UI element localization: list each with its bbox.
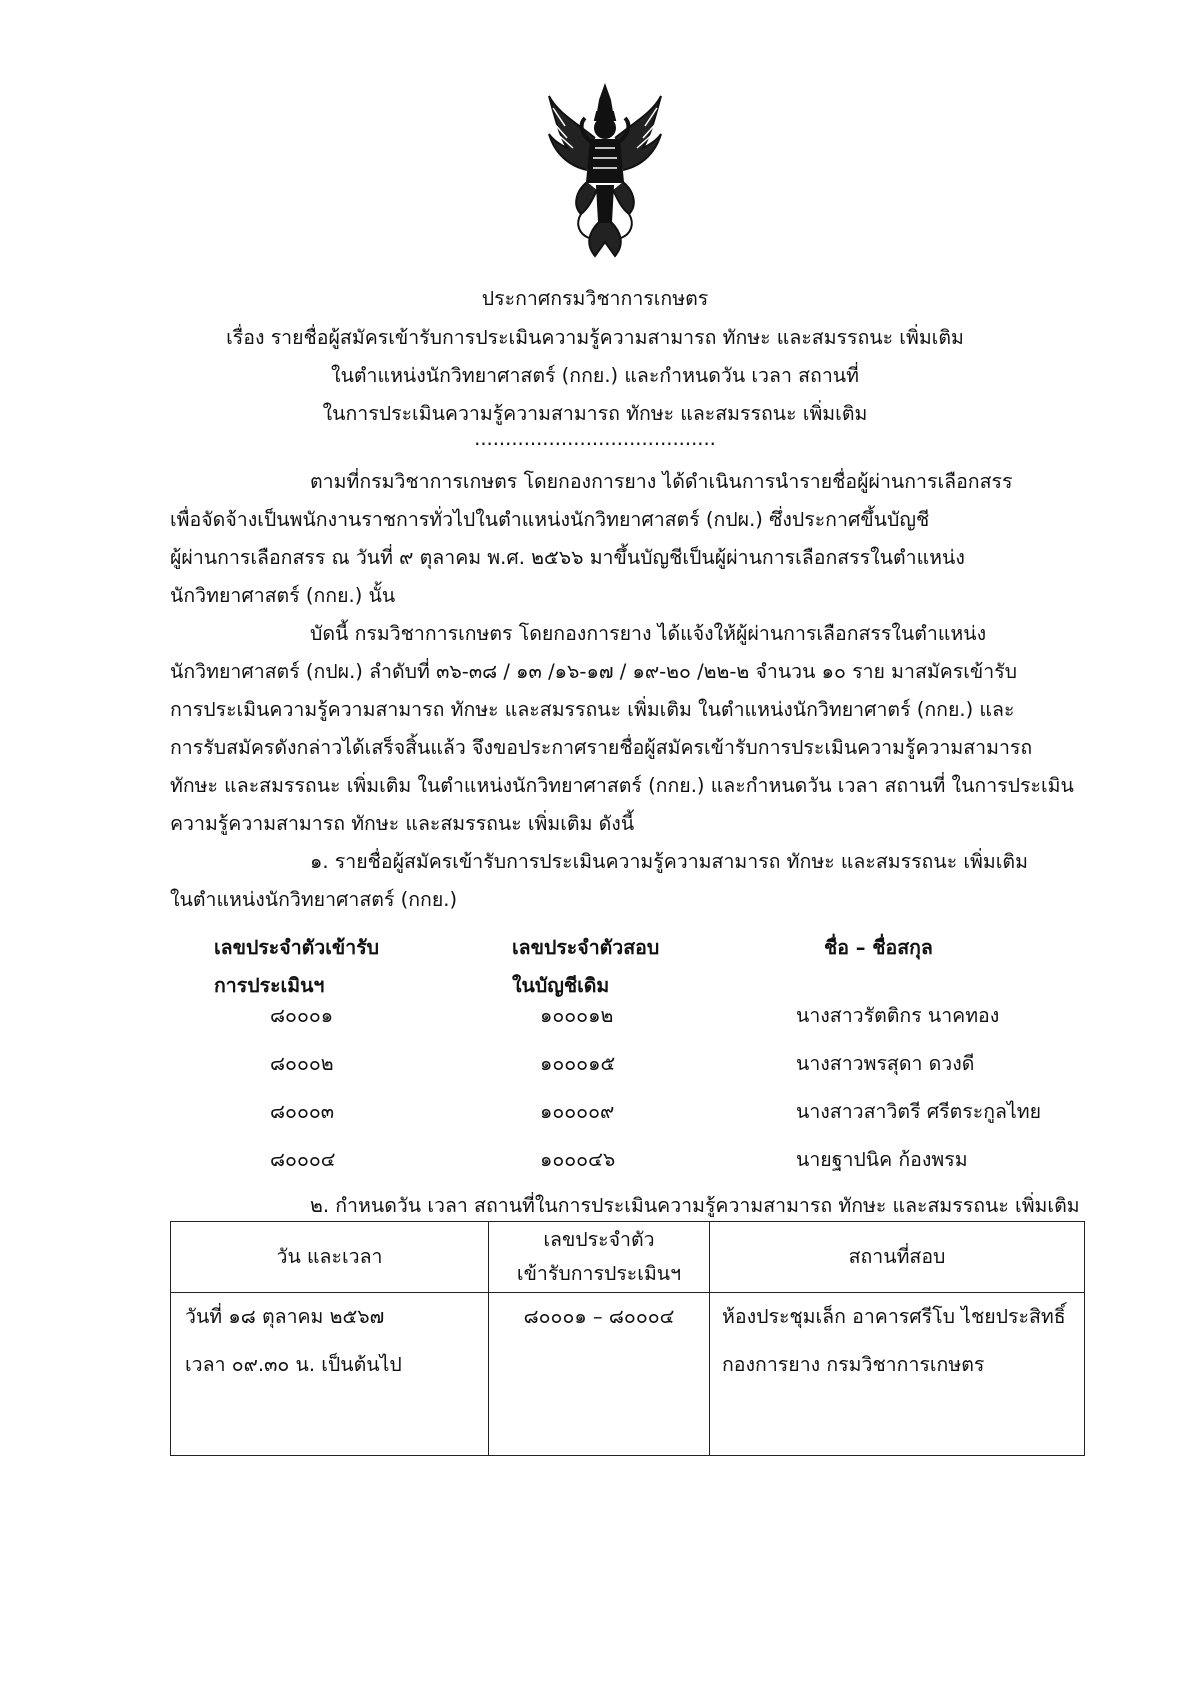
candidate-eval-id: ๘๐๐๐๔ xyxy=(270,1148,336,1171)
candidate-name: นางสาวพรสุดา ดวงดี xyxy=(796,1052,975,1075)
subject-line-1: เรื่อง รายชื่อผู้สมัครเข้ารับการประเมินความรู้ความสามารถ ทักษะ และสมรรถนะ เพิ่มเติม xyxy=(226,326,964,349)
header-eval-id xyxy=(489,1222,710,1293)
para1-line-1: ตามที่กรมวิชาการเกษตร โดยกองการยาง ได้ดำเนินการนำรายชื่อผู้ผ่านการเลือกสรร xyxy=(310,470,1013,493)
schedule-header-row xyxy=(171,1222,1085,1293)
schedule-row xyxy=(171,1293,1085,1456)
candidate-eval-id: ๘๐๐๐๑ xyxy=(270,1004,334,1027)
col-name-header: ชื่อ – ชื่อสกุล xyxy=(824,936,933,959)
candidate-exam-id: ๑๐๐๐๐๙ xyxy=(540,1100,615,1123)
header-location xyxy=(710,1222,1085,1293)
candidate-eval-id: ๘๐๐๐๓ xyxy=(270,1100,335,1123)
candidate-name: นางสาวรัตติกร นาคทอง xyxy=(796,1004,1000,1027)
para2-line-4: การรับสมัครดังกล่าวได้เสร็จสิ้นแล้ว จึงขอประกาศรายชื่อผู้สมัครเข้ารับการประเมินความรู้ความสามารถ xyxy=(170,736,1033,759)
col-eval-id-header-1: เลขประจำตัวเข้ารับ xyxy=(214,936,380,959)
header-location-label: สถานที่สอบ xyxy=(848,1245,946,1268)
para2-line-5: ทักษะ และสมรรถนะ เพิ่มเติม ในตำแหน่งนักวิทยาศาสตร์ (กกย.) และกำหนดวัน เวลา สถานที่ ในการประเมิน xyxy=(170,774,1074,797)
para2-line-6: ความรู้ความสามารถ ทักษะ และสมรรถนะ เพิ่มเติม ดังนี้ xyxy=(170,812,635,835)
header-date-time xyxy=(171,1222,489,1293)
schedule-table xyxy=(170,1221,1085,1456)
schedule-date-time-cell xyxy=(171,1293,489,1456)
candidate-name: นางสาวสาวิตรี ศรีตระกูลไทย xyxy=(796,1100,1042,1123)
para2-line-1: บัดนี้ กรมวิชาการเกษตร โดยกองการยาง ได้แจ้งให้ผู้ผ่านการเลือกสรรในตำแหน่ง xyxy=(310,622,987,645)
schedule-time: เวลา ๐๙.๓๐ น. เป็นต้นไป xyxy=(185,1353,402,1376)
col-eval-id-header-2: การประเมินฯ xyxy=(214,974,325,997)
subject-line-2: ในตำแหน่งนักวิทยาศาสตร์ (กกย.) และกำหนดวัน เวลา สถานที่ xyxy=(331,364,859,387)
header-eval-id-line-2: เข้ารับการประเมินฯ xyxy=(516,1262,682,1285)
para1-line-2: เพื่อจัดจ้างเป็นพนักงานราชการทั่วไปในตำแหน่งนักวิทยาศาสตร์ (กปผ.) ซึ่งประกาศขึ้นบัญชี xyxy=(170,508,930,531)
header-eval-id-line-1: เลขประจำตัว xyxy=(543,1228,655,1251)
item2-line: ๒. กำหนดวัน เวลา สถานที่ในการประเมินความรู้ความสามารถ ทักษะ และสมรรถนะ เพิ่มเติม xyxy=(310,1194,1080,1217)
item1-line-2: ในตำแหน่งนักวิทยาศาสตร์ (กกย.) xyxy=(170,888,458,911)
schedule-location-line-2: กองการยาง กรมวิชาการเกษตร xyxy=(722,1353,985,1376)
separator-dots: ....................................... xyxy=(474,427,716,450)
header-date-time-label: วัน และเวลา xyxy=(276,1245,383,1268)
para1-line-4: นักวิทยาศาสตร์ (กกย.) นั้น xyxy=(170,584,396,607)
item1-line-1: ๑. รายชื่อผู้สมัครเข้ารับการประเมินความรู้ความสามารถ ทักษะ และสมรรถนะ เพิ่มเติม xyxy=(310,850,1028,873)
schedule-id-range: ๘๐๐๐๑ – ๘๐๐๐๔ xyxy=(523,1305,675,1328)
candidate-eval-id: ๘๐๐๐๒ xyxy=(270,1052,334,1075)
announcement-title: ประกาศกรมวิชาการเกษตร xyxy=(481,287,709,310)
schedule-location-cell xyxy=(710,1293,1085,1456)
schedule-location-line-1: ห้องประชุมเล็ก อาคารศรีโบ ไชยประสิทธิ์ xyxy=(722,1305,1066,1328)
garuda-emblem xyxy=(545,82,665,260)
subject-line-3: ในการประเมินความรู้ความสามารถ ทักษะ และสมรรถนะ เพิ่มเติม xyxy=(322,402,868,425)
candidate-exam-id: ๑๐๐๐๑๕ xyxy=(540,1052,616,1075)
schedule-id-range-cell xyxy=(489,1293,710,1456)
schedule-date: วันที่ ๑๘ ตุลาคม ๒๕๖๗ xyxy=(185,1305,385,1328)
candidate-exam-id: ๑๐๐๐๔๖ xyxy=(540,1148,616,1171)
col-exam-id-header-2: ในบัญชีเดิม xyxy=(512,974,610,997)
col-exam-id-header-1: เลขประจำตัวสอบ xyxy=(512,936,660,959)
candidate-name: นายฐาปนิค ก้องพรม xyxy=(796,1148,968,1171)
para2-line-2: นักวิทยาศาสตร์ (กปผ.) ลำดับที่ ๓๖-๓๘ / ๑๓ /๑๖-๑๗ / ๑๙-๒๐ /๒๒-๒ จำนวน ๑๐ ราย มาสมัครเข้ารับ xyxy=(170,660,1018,683)
para1-line-3: ผู้ผ่านการเลือกสรร ณ วันที่ ๙ ตุลาคม พ.ศ. ๒๕๖๖ มาขึ้นบัญชีเป็นผู้ผ่านการเลือกสรรในตำแหน่ง xyxy=(170,546,965,569)
para2-line-3: การประเมินความรู้ความสามารถ ทักษะ และสมรรถนะ เพิ่มเติม ในตำแหน่งนักวิทยาศาตร์ (กกย.) และ xyxy=(170,698,1015,721)
candidate-exam-id: ๑๐๐๐๑๒ xyxy=(540,1004,614,1027)
